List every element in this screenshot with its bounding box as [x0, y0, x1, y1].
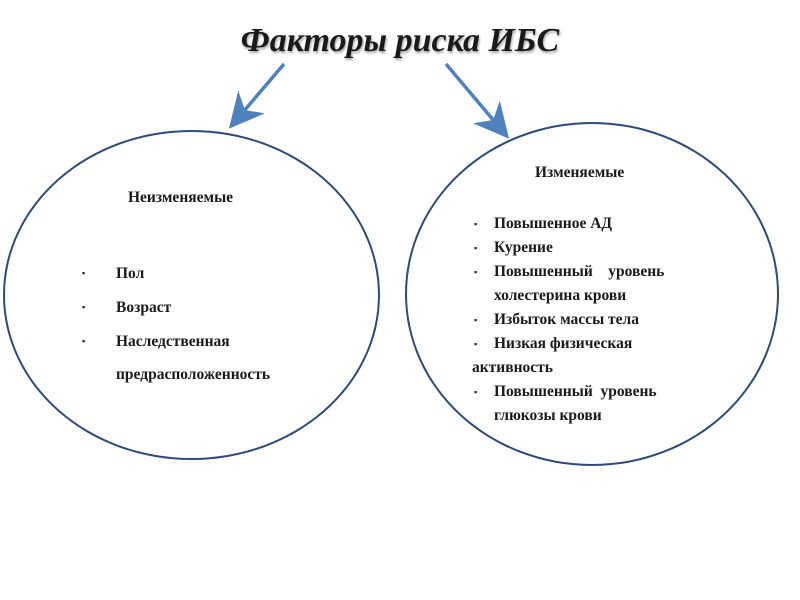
list-item-text: Повышенный уровень	[494, 383, 657, 400]
heading-modifiable: Изменяемые	[535, 164, 625, 181]
list-item	[82, 298, 362, 317]
list-modifiable	[472, 212, 722, 428]
square-bullet-icon: ▪	[82, 302, 86, 312]
arrow-left	[238, 64, 284, 118]
list-item-continuation: глюкозы крови	[494, 407, 602, 424]
square-bullet-icon: ▪	[474, 387, 478, 397]
list-item-text: Пол	[116, 265, 145, 282]
list-item	[472, 380, 722, 428]
page-title: Факторы риска ИБС	[240, 22, 560, 59]
list-item	[82, 332, 362, 384]
list-item	[472, 308, 722, 332]
square-bullet-icon: ▪	[82, 268, 86, 278]
list-item-text: Возраст	[116, 299, 172, 316]
list-item-text: Повышенное АД	[494, 215, 613, 232]
list-item	[472, 332, 722, 380]
list-item-text: Наследственная	[116, 333, 230, 350]
list-unmodifiable	[82, 264, 362, 399]
list-item-text: Низкая физическая	[494, 335, 633, 352]
square-bullet-icon: ▪	[82, 336, 86, 346]
list-item	[472, 260, 722, 308]
square-bullet-icon: ▪	[474, 267, 478, 277]
list-item-continuation: холестерина крови	[494, 287, 627, 304]
square-bullet-icon: ▪	[474, 339, 478, 349]
arrow-right	[446, 64, 500, 128]
list-item-text: Избыток массы тела	[494, 311, 639, 328]
list-item-text: Курение	[494, 239, 553, 256]
list-item-text: Повышенный уровень	[494, 263, 665, 280]
list-item	[472, 236, 722, 260]
square-bullet-icon: ▪	[474, 219, 478, 229]
list-item	[82, 264, 362, 283]
heading-unmodifiable: Неизменяемые	[128, 189, 234, 206]
list-item-continuation: предрасположенность	[116, 366, 271, 383]
square-bullet-icon: ▪	[474, 243, 478, 253]
square-bullet-icon: ▪	[474, 315, 478, 325]
list-item	[472, 212, 722, 236]
list-item-continuation: активность	[472, 359, 553, 376]
